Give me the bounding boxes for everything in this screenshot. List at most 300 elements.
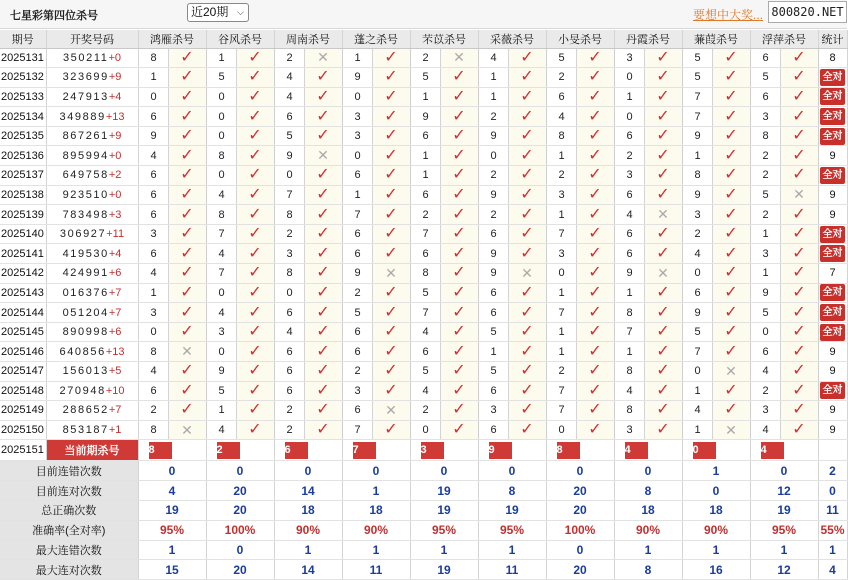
result-cell [304, 48, 342, 68]
draw-digits: 419530 [62, 247, 109, 260]
all-correct-badge: 全对 [820, 128, 845, 145]
result-cell [576, 401, 614, 421]
result-cell [780, 381, 818, 401]
kill-number-cell: 1 [682, 146, 712, 166]
summary-value: 0 [682, 481, 750, 501]
table-row [0, 283, 847, 303]
result-cell [712, 342, 750, 362]
result-cell [644, 185, 682, 205]
summary-stat-value: 0 [818, 481, 847, 501]
kill-number-cell: 1 [478, 87, 508, 107]
summary-value: 0 [546, 540, 614, 560]
all-correct-badge: 全对 [820, 324, 845, 341]
kill-number-cell: 6 [138, 381, 168, 401]
check-icon: ✓ [452, 225, 466, 243]
draw-adjust: +7 [108, 286, 122, 299]
promo-link[interactable]: 要想中大奖... [693, 8, 764, 22]
kill-number-cell: 7 [546, 401, 576, 421]
check-icon: ✓ [520, 87, 534, 105]
result-cell [304, 303, 342, 323]
check-icon: ✓ [724, 323, 738, 341]
draw-digits: 288652 [62, 404, 109, 417]
result-cell [780, 224, 818, 244]
kill-number-cell: 6 [274, 107, 304, 127]
kill-number-cell: 6 [410, 244, 440, 264]
kill-number-cell: 3 [478, 401, 508, 421]
draw-digits: 051204 [62, 306, 109, 319]
kill-number-cell: 6 [410, 126, 440, 146]
check-icon: ✓ [792, 362, 806, 380]
draw-adjust: +2 [108, 169, 122, 182]
result-cell [236, 68, 274, 88]
check-icon: ✓ [724, 401, 738, 419]
result-cell [440, 322, 478, 342]
result-cell [576, 126, 614, 146]
result-cell [372, 283, 410, 303]
period-cell: 2025132 [0, 68, 46, 88]
check-icon: ✓ [316, 381, 330, 399]
result-cell [168, 166, 206, 186]
check-icon: ✓ [248, 362, 262, 380]
table-row [0, 87, 847, 107]
result-cell [508, 224, 546, 244]
check-icon: ✓ [180, 166, 194, 184]
check-icon: ✓ [792, 381, 806, 399]
row-stat-cell [818, 283, 847, 303]
result-cell [304, 283, 342, 303]
check-icon: ✓ [316, 225, 330, 243]
page-title: 七星彩第四位杀号 [10, 10, 98, 22]
kill-number-cell: 4 [682, 401, 712, 421]
row-stat-cell [818, 244, 847, 264]
check-icon: ✓ [384, 107, 398, 125]
summary-value: 100% [206, 520, 274, 540]
result-cell [576, 342, 614, 362]
result-cell [576, 420, 614, 440]
kill-number-cell: 0 [206, 166, 236, 186]
check-icon: ✓ [724, 48, 738, 66]
kill-number-cell: 1 [682, 420, 712, 440]
result-cell [372, 381, 410, 401]
summary-row [0, 461, 847, 481]
kill-number-cell: 4 [206, 244, 236, 264]
result-cell [168, 107, 206, 127]
summary-value: 4 [138, 481, 206, 501]
draw-digits: 350211 [62, 51, 109, 64]
period-cell: 2025147 [0, 362, 46, 382]
draw-number-cell [46, 146, 138, 166]
summary-value: 1 [682, 540, 750, 560]
check-icon: ✓ [724, 185, 738, 203]
all-correct-badge: 全对 [820, 245, 845, 262]
result-cell [780, 303, 818, 323]
check-icon: ✓ [724, 303, 738, 321]
kill-number-cell: 6 [478, 420, 508, 440]
check-icon: ✓ [588, 362, 602, 380]
summary-value: 19 [478, 500, 546, 520]
draw-number-cell [46, 322, 138, 342]
check-icon: ✓ [180, 146, 194, 164]
kill-number-cell: 1 [410, 166, 440, 186]
kill-number-cell: 6 [750, 87, 780, 107]
table-row [0, 322, 847, 342]
check-icon: ✓ [792, 323, 806, 341]
all-correct-badge: 全对 [820, 88, 845, 105]
summary-row [0, 481, 847, 501]
check-icon: ✓ [452, 87, 466, 105]
check-icon: ✓ [724, 166, 738, 184]
result-cell [508, 205, 546, 225]
check-icon: ✓ [384, 421, 398, 439]
kill-number-cell: 2 [682, 224, 712, 244]
check-icon: ✓ [180, 244, 194, 262]
result-cell [508, 322, 546, 342]
row-stat-cell: 9 [818, 146, 847, 166]
result-cell [236, 322, 274, 342]
result-cell [576, 283, 614, 303]
result-cell [644, 362, 682, 382]
result-cell [712, 322, 750, 342]
current-stat-cell [818, 440, 847, 461]
result-cell [508, 68, 546, 88]
result-cell [712, 303, 750, 323]
kill-number-cell: 5 [410, 283, 440, 303]
current-period-cell: 2025151 [0, 440, 46, 461]
table-row [0, 303, 847, 323]
kill-number-cell: 4 [138, 264, 168, 284]
result-cell [236, 362, 274, 382]
check-icon: ✓ [452, 205, 466, 223]
result-cell [508, 126, 546, 146]
current-kill-number: 8 [557, 442, 580, 459]
check-icon: ✓ [316, 107, 330, 125]
check-icon: ✓ [520, 303, 534, 321]
result-cell [780, 87, 818, 107]
summary-value: 16 [682, 560, 750, 580]
check-icon: ✓ [520, 244, 534, 262]
result-cell [372, 205, 410, 225]
kill-number-cell: 6 [614, 244, 644, 264]
table-row [0, 381, 847, 401]
summary-value: 8 [478, 481, 546, 501]
check-icon: ✓ [724, 225, 738, 243]
current-kill-number: 2 [217, 442, 240, 459]
result-cell [440, 381, 478, 401]
summary-value: 100% [546, 520, 614, 540]
check-icon: ✓ [452, 166, 466, 184]
check-icon: ✓ [316, 185, 330, 203]
kill-number-cell: 8 [682, 166, 712, 186]
kill-number-cell: 1 [206, 401, 236, 421]
kill-number-cell: 9 [342, 264, 372, 284]
result-cell [236, 185, 274, 205]
row-stat-cell: 9 [818, 401, 847, 421]
result-cell [236, 126, 274, 146]
draw-adjust: +13 [105, 110, 125, 123]
check-icon: ✓ [384, 185, 398, 203]
kill-number-cell: 0 [206, 126, 236, 146]
current-kill-cell [342, 440, 410, 461]
check-icon: ✓ [384, 283, 398, 301]
check-icon: ✓ [520, 146, 534, 164]
kill-number-cell: 6 [682, 283, 712, 303]
result-cell [576, 166, 614, 186]
result-cell [576, 87, 614, 107]
draw-number-cell [46, 342, 138, 362]
kill-number-cell: 9 [342, 68, 372, 88]
result-cell [440, 166, 478, 186]
cross-icon: ✕ [385, 401, 397, 418]
kill-number-cell: 6 [410, 185, 440, 205]
check-icon: ✓ [452, 68, 466, 86]
result-cell [440, 68, 478, 88]
result-cell [440, 303, 478, 323]
result-cell [644, 244, 682, 264]
row-stat-cell: 7 [818, 264, 847, 284]
check-icon: ✓ [724, 381, 738, 399]
result-cell [372, 362, 410, 382]
kill-number-cell: 9 [410, 107, 440, 127]
kill-number-cell: 5 [342, 303, 372, 323]
kill-number-cell: 6 [138, 205, 168, 225]
kill-number-cell: 3 [682, 205, 712, 225]
kill-number-cell: 2 [546, 68, 576, 88]
check-icon: ✓ [384, 48, 398, 66]
kill-number-cell: 1 [342, 185, 372, 205]
check-icon: ✓ [452, 185, 466, 203]
check-icon: ✓ [248, 185, 262, 203]
kill-number-cell: 3 [750, 107, 780, 127]
result-cell [576, 303, 614, 323]
kill-number-cell: 2 [410, 48, 440, 68]
kill-number-cell: 8 [750, 126, 780, 146]
draw-adjust: +11 [106, 228, 125, 241]
result-cell [168, 224, 206, 244]
result-cell [372, 322, 410, 342]
table-row [0, 362, 847, 382]
period-range-select[interactable] [187, 3, 249, 22]
kill-number-cell: 1 [546, 322, 576, 342]
all-correct-badge: 全对 [820, 304, 845, 321]
result-cell [236, 107, 274, 127]
draw-adjust: +0 [108, 149, 122, 162]
result-cell [372, 126, 410, 146]
all-correct-badge: 全对 [820, 167, 845, 184]
all-correct-badge: 全对 [820, 284, 845, 301]
result-cell [440, 48, 478, 68]
summary-value: 20 [546, 560, 614, 580]
current-kill-number: 0 [693, 442, 716, 459]
result-cell [304, 322, 342, 342]
check-icon: ✓ [316, 166, 330, 184]
check-icon: ✓ [792, 146, 806, 164]
result-cell [508, 420, 546, 440]
summary-value: 1 [682, 461, 750, 481]
result-cell [304, 107, 342, 127]
check-icon: ✓ [724, 205, 738, 223]
draw-number-cell [46, 244, 138, 264]
result-cell [440, 401, 478, 421]
result-cell [780, 146, 818, 166]
kill-number-cell: 0 [138, 322, 168, 342]
draw-digits: 270948 [59, 384, 106, 397]
result-cell [372, 303, 410, 323]
row-stat-cell [818, 87, 847, 107]
result-cell [168, 401, 206, 421]
summary-stat-value: 2 [818, 461, 847, 481]
kill-number-cell: 4 [138, 146, 168, 166]
check-icon: ✓ [248, 342, 262, 360]
kill-number-cell: 9 [614, 264, 644, 284]
result-cell [304, 401, 342, 421]
kill-number-cell: 9 [682, 126, 712, 146]
summary-value: 95% [750, 520, 818, 540]
draw-adjust: +10 [105, 384, 125, 397]
kill-number-cell: 6 [614, 126, 644, 146]
kill-number-cell: 5 [410, 68, 440, 88]
kill-number-cell: 0 [274, 166, 304, 186]
result-cell [168, 283, 206, 303]
kill-number-cell: 8 [614, 362, 644, 382]
result-cell [712, 48, 750, 68]
current-kill-cell [410, 440, 478, 461]
draw-digits: 247913 [62, 90, 109, 103]
check-icon: ✓ [656, 362, 670, 380]
check-icon: ✓ [588, 244, 602, 262]
kill-number-cell: 0 [478, 146, 508, 166]
summary-label: 总正确次数 [0, 500, 138, 520]
check-icon: ✓ [792, 342, 806, 360]
check-icon: ✓ [316, 342, 330, 360]
current-kill-cell [614, 440, 682, 461]
result-cell [236, 342, 274, 362]
result-cell [780, 362, 818, 382]
check-icon: ✓ [452, 127, 466, 145]
check-icon: ✓ [316, 283, 330, 301]
draw-adjust: +4 [108, 247, 122, 260]
kill-number-cell: 0 [750, 322, 780, 342]
summary-value: 18 [274, 500, 342, 520]
kill-number-cell: 6 [410, 342, 440, 362]
check-icon: ✓ [180, 401, 194, 419]
kill-number-cell: 3 [206, 322, 236, 342]
summary-value: 0 [342, 461, 410, 481]
result-cell [372, 342, 410, 362]
result-cell [508, 87, 546, 107]
kill-number-cell: 7 [274, 185, 304, 205]
kill-number-cell: 6 [138, 185, 168, 205]
kill-number-cell: 5 [682, 68, 712, 88]
result-cell [168, 362, 206, 382]
result-cell [712, 381, 750, 401]
check-icon: ✓ [452, 283, 466, 301]
kill-number-cell: 1 [546, 283, 576, 303]
check-icon: ✓ [248, 87, 262, 105]
check-icon: ✓ [520, 283, 534, 301]
result-cell [304, 185, 342, 205]
draw-digits: 890998 [62, 326, 109, 339]
period-cell: 2025141 [0, 244, 46, 264]
kill-number-cell: 1 [478, 342, 508, 362]
period-range-value: 近20期 [191, 5, 229, 19]
kill-number-cell: 4 [750, 362, 780, 382]
kill-number-cell: 2 [478, 107, 508, 127]
kill-number-cell: 6 [342, 224, 372, 244]
table-row [0, 126, 847, 146]
result-cell [712, 87, 750, 107]
result-cell [304, 146, 342, 166]
result-cell [372, 401, 410, 421]
check-icon: ✓ [248, 205, 262, 223]
kill-number-cell: 6 [614, 185, 644, 205]
table-row [0, 244, 847, 264]
site-badge: 800820.NET [768, 1, 847, 23]
check-icon: ✓ [724, 107, 738, 125]
all-correct-badge: 全对 [820, 69, 845, 86]
check-icon: ✓ [656, 185, 670, 203]
draw-number-cell [46, 126, 138, 146]
kill-number-cell: 7 [410, 303, 440, 323]
kill-number-cell: 9 [478, 264, 508, 284]
cross-icon: ✕ [317, 147, 329, 164]
check-icon: ✓ [248, 401, 262, 419]
kill-number-cell: 5 [274, 126, 304, 146]
check-icon: ✓ [384, 381, 398, 399]
result-cell [440, 420, 478, 440]
summary-value: 20 [206, 560, 274, 580]
check-icon: ✓ [316, 362, 330, 380]
check-icon: ✓ [656, 323, 670, 341]
result-cell [304, 381, 342, 401]
kill-number-cell: 7 [206, 264, 236, 284]
check-icon: ✓ [656, 68, 670, 86]
kill-number-cell: 6 [274, 381, 304, 401]
check-icon: ✓ [588, 107, 602, 125]
column-header: 丹霞杀号 [614, 30, 682, 48]
check-icon: ✓ [452, 323, 466, 341]
result-cell [780, 264, 818, 284]
result-cell [712, 166, 750, 186]
row-stat-cell [818, 303, 847, 323]
check-icon: ✓ [792, 401, 806, 419]
cross-icon: ✕ [657, 264, 669, 281]
result-cell [780, 68, 818, 88]
kill-number-cell: 3 [614, 420, 644, 440]
check-icon: ✓ [180, 48, 194, 66]
kill-number-cell: 1 [614, 342, 644, 362]
kill-number-cell: 0 [206, 342, 236, 362]
table-row [0, 205, 847, 225]
draw-number-cell [46, 224, 138, 244]
kill-number-cell: 8 [138, 48, 168, 68]
table-row [0, 107, 847, 127]
kill-number-cell: 9 [478, 185, 508, 205]
kill-number-cell: 9 [478, 126, 508, 146]
kill-number-cell: 8 [274, 264, 304, 284]
check-icon: ✓ [520, 48, 534, 66]
column-header: 开奖号码 [46, 30, 138, 48]
check-icon: ✓ [180, 303, 194, 321]
check-icon: ✓ [316, 421, 330, 439]
period-cell: 2025136 [0, 146, 46, 166]
cross-icon: ✕ [793, 186, 805, 203]
kill-number-cell: 4 [206, 185, 236, 205]
result-cell [508, 166, 546, 186]
kill-number-cell: 2 [342, 283, 372, 303]
draw-adjust: +0 [108, 51, 122, 64]
summary-value: 90% [342, 520, 410, 540]
summary-value: 20 [546, 500, 614, 520]
